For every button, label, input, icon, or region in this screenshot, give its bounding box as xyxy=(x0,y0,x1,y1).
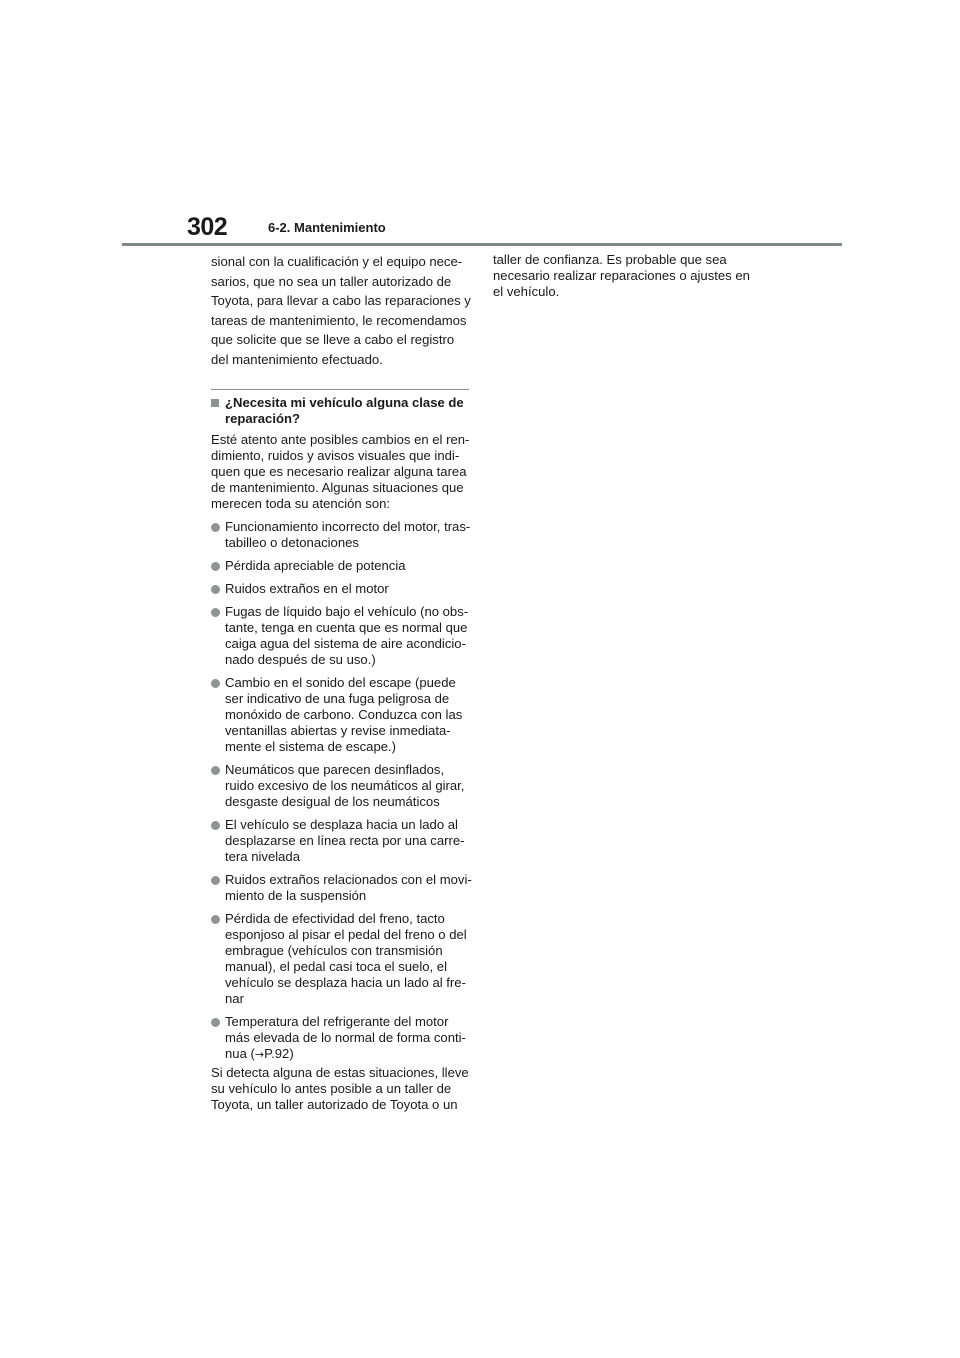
list-item xyxy=(211,911,473,1007)
body-paragraph xyxy=(211,432,473,512)
heading-line: ¿Necesita mi vehículo alguna clase de xyxy=(225,395,464,410)
list-item xyxy=(211,872,473,904)
text-line: caiga agua del sistema de aire acondicio- xyxy=(225,636,466,651)
text-line: su vehículo lo antes posible a un taller de xyxy=(211,1081,452,1096)
text-line: Funcionamiento incorrecto del motor, tras- xyxy=(225,519,471,534)
text-line: embrague (vehículos con transmisión xyxy=(225,943,443,958)
text-line: tabilleo o detonaciones xyxy=(225,535,359,550)
text-line: manual), el pedal casi toca el suelo, el xyxy=(225,959,447,974)
text-line: vehículo se desplaza hacia un lado al fre- xyxy=(225,975,466,990)
text-line: ser indicativo de una fuga peligrosa de xyxy=(225,691,450,706)
question-heading xyxy=(211,395,473,427)
text-line: Pérdida apreciable de potencia xyxy=(225,558,406,573)
text-line: El vehículo se desplaza hacia un lado al xyxy=(225,817,458,832)
closing-paragraph xyxy=(211,1065,473,1113)
text-line: nado después de su uso.) xyxy=(225,652,376,667)
intro-paragraph xyxy=(211,252,473,369)
list-item xyxy=(211,604,473,668)
heading-line: reparación? xyxy=(225,411,300,426)
right-column xyxy=(493,252,755,300)
text-line: monóxido de carbono. Conduzca con las xyxy=(225,707,463,722)
text-line: Toyota, un taller autorizado de Toyota o un xyxy=(211,1097,458,1112)
reference-prefix: nua ( xyxy=(225,1046,255,1061)
list-item xyxy=(211,675,473,755)
text-line: taller de confianza. Es probable que sea xyxy=(493,252,727,267)
header-rule xyxy=(122,243,842,246)
text-line: Ruidos extraños en el motor xyxy=(225,581,389,596)
reference-page: P.92) xyxy=(264,1046,294,1061)
text-line: del mantenimiento efectuado. xyxy=(211,351,383,367)
list-item xyxy=(211,558,473,574)
circle-bullet-icon xyxy=(211,585,220,594)
text-line: Temperatura del refrigerante del motor xyxy=(225,1014,449,1029)
list-item xyxy=(211,1014,473,1063)
circle-bullet-icon xyxy=(211,1018,220,1027)
text-line: tante, tenga en cuenta que es normal que xyxy=(225,620,468,635)
text-line: nar xyxy=(225,991,244,1006)
text-line: Cambio en el sonido del escape (puede xyxy=(225,675,456,690)
text-line: dimiento, ruidos y avisos visuales que indi- xyxy=(211,448,460,463)
text-line: de mantenimiento. Algunas situaciones que xyxy=(211,480,464,495)
circle-bullet-icon xyxy=(211,821,220,830)
list-item xyxy=(211,519,473,551)
circle-bullet-icon xyxy=(211,915,220,924)
arrow-right-icon: → xyxy=(254,1048,265,1061)
text-line: tera nivelada xyxy=(225,849,300,864)
text-line: Si detecta alguna de estas situaciones, lleve xyxy=(211,1065,469,1080)
text-line: miento de la suspensión xyxy=(225,888,367,903)
text-line: Esté atento ante posibles cambios en el ren- xyxy=(211,432,470,447)
text-line: Ruidos extraños relacionados con el movi- xyxy=(225,872,472,887)
left-column xyxy=(211,252,473,1113)
text-line: el vehículo. xyxy=(493,284,560,299)
section-title: 6-2. Mantenimiento xyxy=(268,220,386,235)
square-bullet-icon xyxy=(211,399,219,407)
circle-bullet-icon xyxy=(211,679,220,688)
circle-bullet-icon xyxy=(211,766,220,775)
text-line: quen que es necesario realizar alguna tarea xyxy=(211,464,467,479)
section-divider xyxy=(211,389,469,390)
circle-bullet-icon xyxy=(211,608,220,617)
page-reference[interactable] xyxy=(225,1046,473,1063)
text-line: sional con la cualificación y el equipo nece- xyxy=(211,254,463,269)
text-line: ventanillas abiertas y revise inmediata- xyxy=(225,723,451,738)
list-item xyxy=(211,762,473,810)
list-item xyxy=(211,817,473,865)
text-line: Pérdida de efectividad del freno, tacto xyxy=(225,911,445,926)
circle-bullet-icon xyxy=(211,523,220,532)
text-line: ruido excesivo de los neumáticos al girar, xyxy=(225,778,465,793)
text-line: que solicite que se lleve a cabo el registro xyxy=(211,332,455,347)
list-item xyxy=(211,581,473,597)
text-line: más elevada de lo normal de forma conti- xyxy=(225,1030,466,1045)
text-line: desgaste desigual de los neumáticos xyxy=(225,794,440,809)
text-line: sarios, que no sea un taller autorizado de xyxy=(211,273,452,289)
text-line: Toyota, para llevar a cabo las reparaciones y xyxy=(211,293,471,308)
text-line: Fugas de líquido bajo el vehículo (no obs- xyxy=(225,604,469,619)
circle-bullet-icon xyxy=(211,562,220,571)
text-line: Neumáticos que parecen desinflados, xyxy=(225,762,445,777)
text-line: mente el sistema de escape.) xyxy=(225,739,397,754)
circle-bullet-icon xyxy=(211,876,220,885)
page-number: 302 xyxy=(187,213,228,241)
text-line: merecen toda su atención son: xyxy=(211,496,391,511)
text-line: esponjoso al pisar el pedal del freno o del xyxy=(225,927,467,942)
text-line: tareas de mantenimiento, le recomendamos xyxy=(211,312,467,328)
text-line: necesario realizar reparaciones o ajustes en xyxy=(493,268,750,283)
text-line: desplazarse en línea recta por una carre- xyxy=(225,833,465,848)
